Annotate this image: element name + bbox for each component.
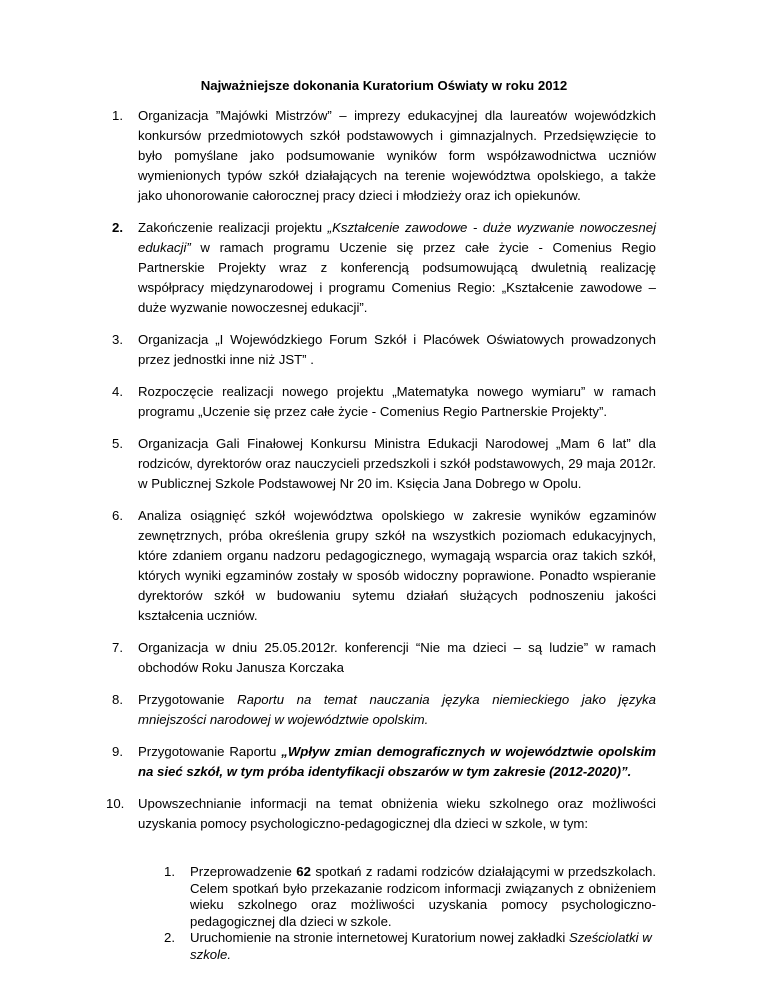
list-item [112,742,656,782]
item-text: Zakończenie realizacji projektu „Kształcenie zawodowe - duże wyzwanie nowoczesnej edukacji” w ramach programu Uczenie się przez całe życie - Comenius Regio Partnerskie Projekty wraz z konferencją podsumowującą dwuletnią realizację współpracy międzynarodowej i programu Comenius Regio: „Kształcenie zawodowe – duże wyzwanie nowoczesnej edukacji”. [138,220,657,315]
sub-item-number: 2. [164,930,175,945]
item-number: 4. [112,384,123,399]
list-item [112,106,656,206]
item-text: Organizacja „I Wojewódzkiego Forum Szkół i Placówek Oświatowych prowadzonych przez jednostki inne niż JST” . [138,332,656,367]
item-text: Organizacja w dniu 25.05.2012r. konferencji “Nie ma dzieci – są ludzie” w ramach obchodów Roku Janusza Korczaka [138,640,656,675]
list-item [112,638,656,678]
item-text: Organizacja Gali Finałowej Konkursu Ministra Edukacji Narodowej „Mam 6 lat” dla rodziców, dyrektorów oraz nauczycieli przedszkoli i szkół podstawowych, 29 maja 2012r. w Publicznej Szkole Podstawowej Nr 20 im. Księcia Jana Dobrego w Opolu. [138,436,656,491]
list-item [112,218,656,318]
item-text: Przygotowanie Raportu na temat nauczania języka niemieckiego jako języka mniejszości narodowej w województwie opolskim. [138,692,656,727]
list-item [112,506,656,626]
list-item [112,382,656,422]
item-text: Upowszechnianie informacji na temat obniżenia wieku szkolnego oraz możliwości uzyskania pomocy psychologiczno-pedagogicznej dla dzieci w szkole, w tym: [138,796,656,831]
item-number: 6. [112,508,123,523]
achievements-list [106,106,657,975]
item-number: 2. [112,220,123,235]
list-item [112,434,656,494]
item-number: 10. [106,796,125,811]
item-text: Organizacja ”Majówki Mistrzów” – imprezy edukacyjnej dla laureatów wojewódzkich konkursów przedmiotowych szkół podstawowych i gimnazjalnych. Przedsięwzięcie to było pomyślane jako podsumowanie wyników form współzawodnictwa uczniów wymienionych typów szkół działających na terenie województwa opolskiego, a także jako uhonorowanie całorocznej pracy dzieci i młodzieży oraz ich opiekunów. [138,108,656,203]
item-number: 7. [112,640,123,655]
item-number: 8. [112,692,123,707]
item-text: Przygotowanie Raportu „Wpływ zmian demograficznych w województwie opolskim na sieć szkół, w tym próba identyfikacji obszarów w tym zakresie (2012-2020)”. [138,744,656,779]
list-item [112,330,656,370]
list-item [112,690,656,730]
list-item [106,794,656,963]
item-number: 5. [112,436,123,451]
sub-list [138,864,656,963]
sub-item-number: 1. [164,864,175,879]
sub-item-text: Przeprowadzenie 62 spotkań z radami rodziców działającymi w przedszkolach. Celem spotkań było przekazanie rodzicom informacji związanych z obniżeniem wieku szkolnego oraz możliwości uzyskania pomocy psychologiczno-pedagogicznej dla dzieci w szkole. [190,864,656,929]
sub-list-item [164,930,656,963]
item-number: 3. [112,332,123,347]
item-text: Rozpoczęcie realizacji nowego projektu „Matematyka nowego wymiaru” w ramach programu „Uczenie się przez całe życie - Comenius Regio Partnerskie Projekty”. [138,384,656,419]
document-title: Najważniejsze dokonania Kuratorium Oświaty w roku 2012 [200,78,568,93]
sub-item-text: Uruchomienie na stronie internetowej Kuratorium nowej zakładki Sześciolatki w szkole. [190,930,652,962]
item-number: 1. [112,108,123,123]
sub-list-item [164,864,656,930]
item-text: Analiza osiągnięć szkół województwa opolskiego w zakresie wyników egzaminów zewnętrznych, próba określenia grupy szkół na wszystkich poziomach edukacyjnych, które zdaniem organu nadzoru pedagogicznego, wymagają wsparcia oraz takich szkół, których wyniki egzaminów zostały w sposób widoczny poprawione. Ponadto wspieranie dyrektorów szkół w budowaniu sytemu działań służących podnoszeniu jakości kształcenia uczniów. [138,508,656,623]
item-number: 9. [112,744,123,759]
